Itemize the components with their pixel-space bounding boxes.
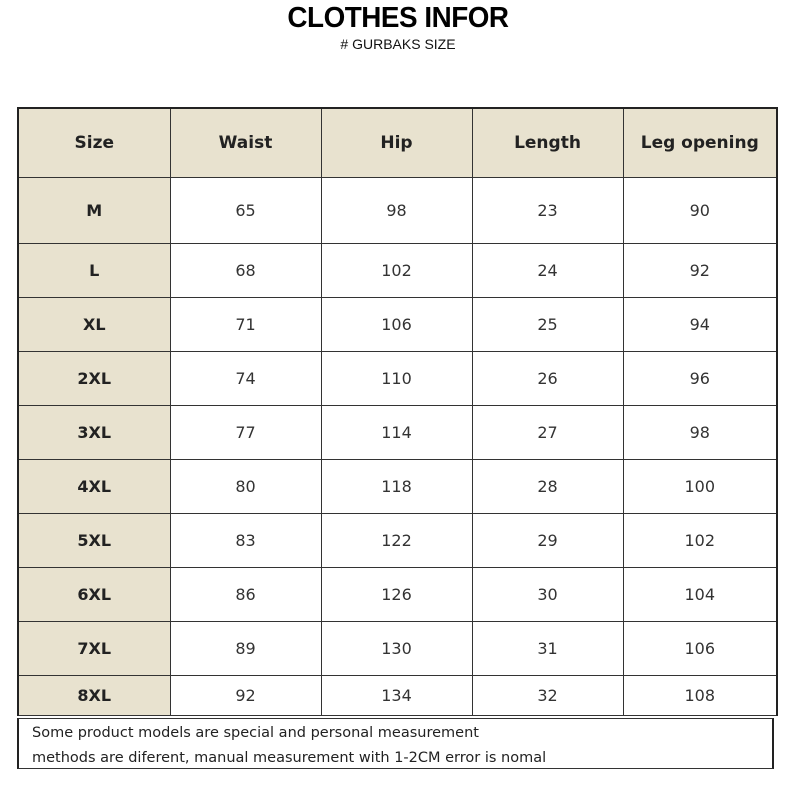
hip-value: 114 [321,406,472,460]
leg-opening-value: 94 [623,298,777,352]
table-row [18,568,777,622]
column-header-hip: Hip [321,108,472,178]
length-value: 24 [472,244,623,298]
length-value: 30 [472,568,623,622]
leg-opening-value: 108 [623,676,777,716]
size-label: 6XL [18,568,170,622]
waist-value: 86 [170,568,321,622]
leg-opening-value: 104 [623,568,777,622]
table-row [18,676,777,716]
size-label: 3XL [18,406,170,460]
leg-opening-value: 92 [623,244,777,298]
length-value: 27 [472,406,623,460]
leg-opening-value: 100 [623,460,777,514]
note-line-1: Some product models are special and personal measurement [32,725,479,741]
column-header-length: Length [472,108,623,178]
leg-opening-value: 102 [623,514,777,568]
leg-opening-value: 98 [623,406,777,460]
size-label: 4XL [18,460,170,514]
size-label: XL [18,298,170,352]
size-label: 2XL [18,352,170,406]
length-value: 25 [472,298,623,352]
length-value: 26 [472,352,623,406]
hip-value: 110 [321,352,472,406]
column-header-size: Size [18,108,170,178]
table-row [18,298,777,352]
size-label: 7XL [18,622,170,676]
table-row [18,622,777,676]
waist-value: 89 [170,622,321,676]
hip-value: 118 [321,460,472,514]
leg-opening-value: 106 [623,622,777,676]
size-label: 8XL [18,676,170,716]
hip-value: 130 [321,622,472,676]
waist-value: 80 [170,460,321,514]
measurement-note [17,718,774,769]
table-row [18,514,777,568]
hip-value: 102 [321,244,472,298]
table-row [18,244,777,298]
hip-value: 122 [321,514,472,568]
column-header-leg-opening: Leg opening [623,108,777,178]
note-line-2: methods are diferent, manual measurement with 1-2CM error is nomal [32,750,547,766]
table-row [18,406,777,460]
table-row [18,352,777,406]
length-value: 23 [472,178,623,244]
waist-value: 77 [170,406,321,460]
table-header-row [18,108,777,178]
size-label: 5XL [18,514,170,568]
leg-opening-value: 96 [623,352,777,406]
waist-value: 92 [170,676,321,716]
waist-value: 65 [170,178,321,244]
table-row [18,178,777,244]
length-value: 32 [472,676,623,716]
hip-value: 134 [321,676,472,716]
hip-value: 106 [321,298,472,352]
size-label: M [18,178,170,244]
waist-value: 83 [170,514,321,568]
table-row [18,460,777,514]
size-label: L [18,244,170,298]
waist-value: 74 [170,352,321,406]
page-title: CLOTHES INFOR [287,2,509,34]
waist-value: 71 [170,298,321,352]
leg-opening-value: 90 [623,178,777,244]
column-header-waist: Waist [170,108,321,178]
waist-value: 68 [170,244,321,298]
page-subtitle: # GURBAKS SIZE [340,36,456,52]
size-chart-table [17,107,778,716]
hip-value: 126 [321,568,472,622]
length-value: 28 [472,460,623,514]
hip-value: 98 [321,178,472,244]
length-value: 29 [472,514,623,568]
length-value: 31 [472,622,623,676]
